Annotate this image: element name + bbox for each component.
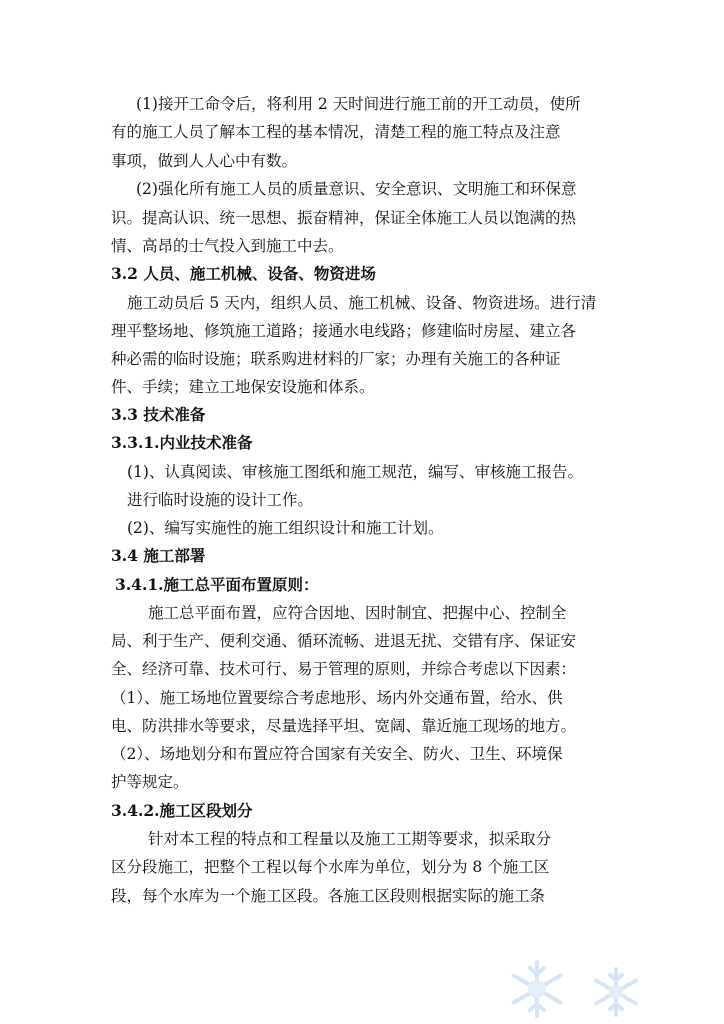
paragraph-line: （1）、施工场地位置要综合考虑地形、场内外交通布置，给水、供 [111, 689, 563, 707]
paragraph-line: 进行临时设施的设计工作。 [127, 491, 314, 509]
paragraph-line: 护等规定。 [111, 773, 189, 791]
paragraph-line: （2）、场地划分和布置应符合国家有关安全、防火、卫生、环境保 [111, 745, 563, 763]
section-heading-3-3: 3.3 技术准备 [111, 405, 206, 424]
paragraph-line: 全、经济可靠、技术可行、易于管理的原则，并综合考虑以下因素： [111, 660, 577, 678]
paragraph-line: (1)接开工命令后，将利用 2 天时间进行施工前的开工动员，使所 [136, 95, 581, 113]
section-heading-3-4-1: 3.4.1.施工总平面布置原则： [115, 575, 319, 594]
paragraph-line: 识。提高认识、统一思想、振奋精神，保证全体施工人员以饱满的热 [111, 209, 577, 227]
section-heading-3-4: 3.4 施工部署 [111, 546, 206, 565]
paragraph-line: 事项，做到人人心中有数。 [111, 152, 298, 170]
paragraph-line: 电、防洪排水等要求，尽量选择平坦、宽阔、靠近施工现场的地方。 [111, 717, 577, 735]
section-heading-3-3-1: 3.3.1.内业技术准备 [111, 433, 253, 452]
paragraph-line: 情、高昂的士气投入到施工中去。 [111, 237, 344, 255]
paragraph-line: 局、利于生产、便利交通、循环流畅、进退无扰、交错有序、保证安 [111, 632, 577, 650]
paragraph-line: 件、手续；建立工地保安设施和体系。 [111, 378, 375, 396]
paragraph-line: (2)、编写实施性的施工组织设计和施工计划。 [127, 519, 444, 537]
section-heading-3-2: 3.2 人员、施工机械、设备、物资进场 [111, 264, 376, 283]
paragraph-line: 种必需的临时设施；联系购进材料的厂家；办理有关施工的各种证 [111, 350, 561, 368]
paragraph-line: 施工动员后 5 天内，组织人员、施工机械、设备、物资进场。进行清 [127, 294, 597, 312]
paragraph-line: (1)、认真阅读、审核施工图纸和施工规范，编写、审核施工报告。 [127, 463, 583, 481]
paragraph-line: 段，每个水库为一个施工区段。各施工区段则根据实际的施工条 [111, 887, 546, 905]
paragraph-line: 理平整场地、修筑施工道路；接通水电线路；修建临时房屋、建立各 [111, 322, 577, 340]
paragraph-line: (2)强化所有施工人员的质量意识、安全意识、文明施工和环保意 [136, 180, 577, 198]
paragraph-line: 有的施工人员了解本工程的基本情况，清楚工程的施工特点及注意 [111, 123, 561, 141]
section-heading-3-4-2: 3.4.2.施工区段划分 [111, 801, 253, 820]
paragraph-line: 针对本工程的特点和工程量以及施工工期等要求，拟采取分 [148, 830, 552, 848]
snowflake-watermark-icon [506, 958, 568, 1020]
paragraph-line: 施工总平面布置，应符合因地、因时制宜、把握中心、控制全 [148, 604, 567, 622]
paragraph-line: 区分段施工，把整个工程以每个水库为单位，划分为 8 个施工区 [111, 858, 550, 876]
snowflake-watermark-icon [590, 966, 642, 1018]
